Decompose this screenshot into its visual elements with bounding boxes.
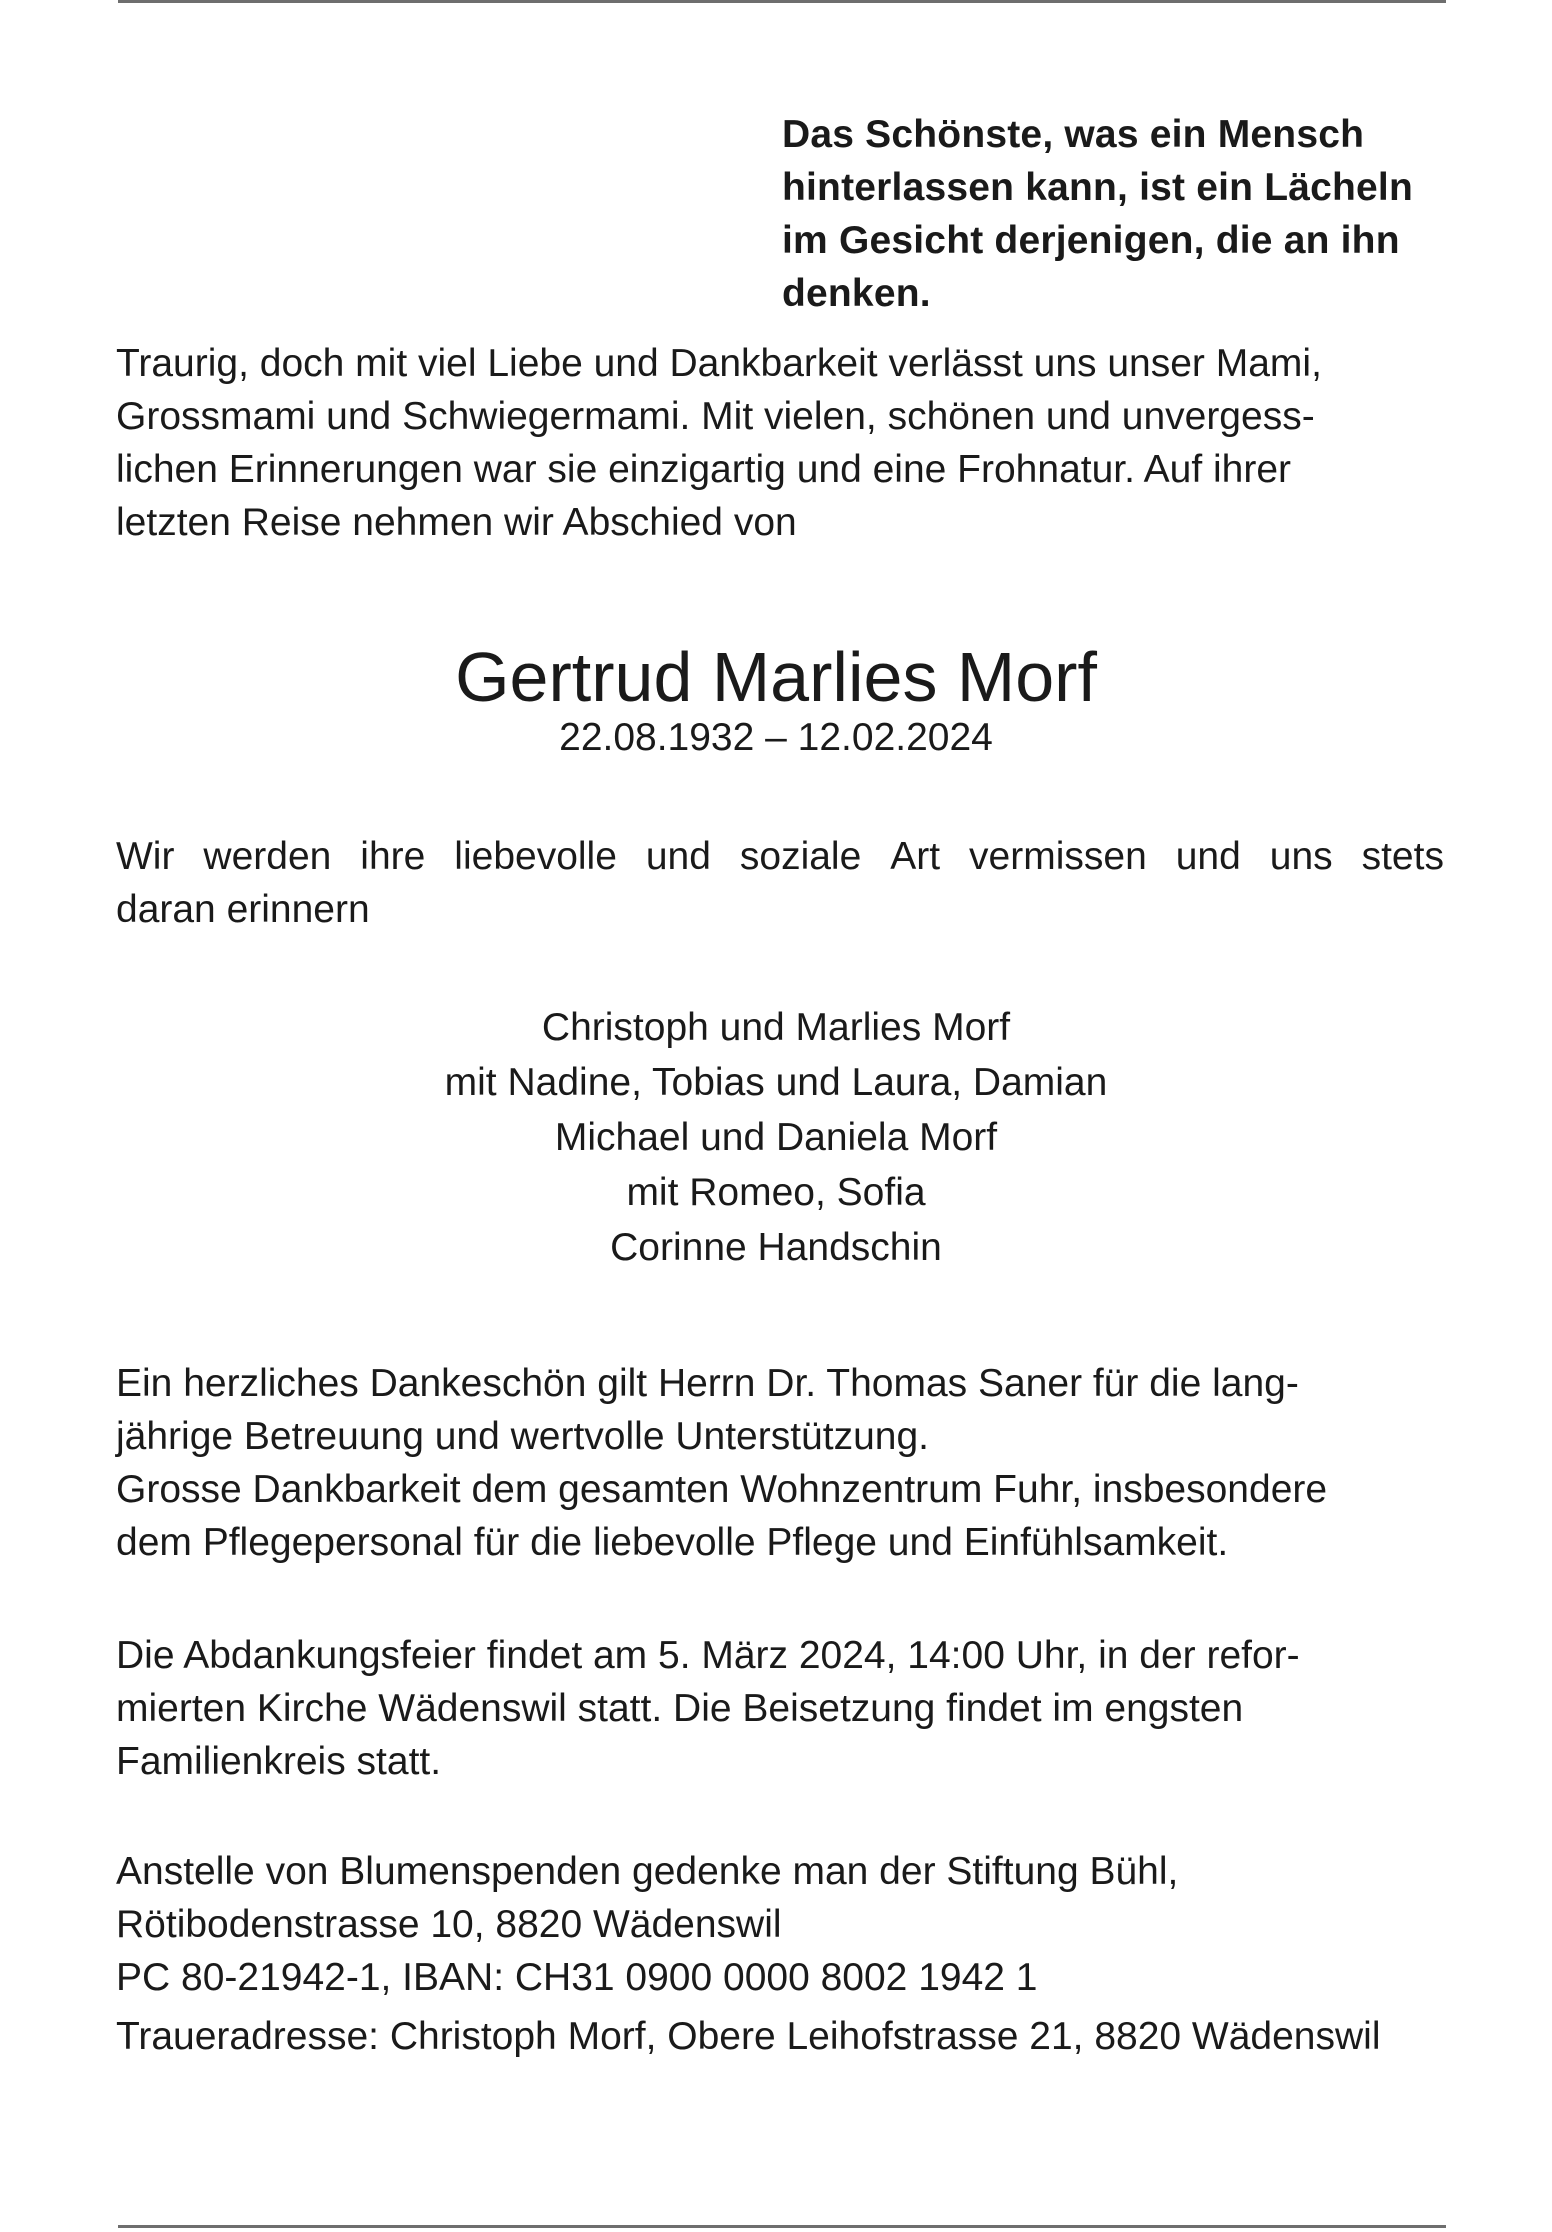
word: Art [890, 835, 941, 878]
top-divider [118, 0, 1446, 3]
remembrance-line: daran erinnern [116, 888, 370, 931]
service-line: mierten Kirche Wädenswil statt. Die Beisetzung findet im engsten [116, 1687, 1244, 1730]
word: uns [1269, 835, 1333, 878]
intro-line: Grossmami und Schwiegermami. Mit vielen, schönen und unvergess- [116, 395, 1315, 438]
deceased-name: Gertrud Marlies Morf [455, 638, 1097, 716]
word: stets [1361, 835, 1444, 878]
intro-paragraph [116, 337, 1322, 549]
mourning-address-line: Traueradresse: Christoph Morf, Obere Leihofstrasse 21, 8820 Wädenswil [116, 2015, 1381, 2058]
intro-line: letzten Reise nehmen wir Abschied von [116, 501, 797, 544]
bottom-divider [118, 2225, 1446, 2228]
thanks-line: jährige Betreuung und wertvolle Unterstützung. [116, 1415, 929, 1458]
word: liebevolle [454, 835, 617, 878]
service-line: Die Abdankungsfeier findet am 5. März 2024, 14:00 Uhr, in der refor- [116, 1634, 1300, 1677]
service-line: Familienkreis statt. [116, 1740, 442, 1783]
remembrance-line [116, 830, 1444, 883]
intro-line: Traurig, doch mit viel Liebe und Dankbarkeit verlässt uns unser Mami, [116, 342, 1322, 385]
quote-line: hinterlassen kann, ist ein Lächeln [782, 166, 1413, 209]
quote-line: denken. [782, 272, 931, 315]
family-line: mit Nadine, Tobias und Laura, Damian [444, 1061, 1108, 1104]
word: und [645, 835, 711, 878]
word: und [1175, 835, 1241, 878]
quote-line: im Gesicht derjenigen, die an ihn [782, 219, 1400, 262]
family-list [0, 1000, 1552, 1275]
donation-paragraph [116, 1845, 1178, 2004]
thanks-line: Ein herzliches Dankeschön gilt Herrn Dr. Thomas Saner für die lang- [116, 1362, 1299, 1405]
service-paragraph [116, 1629, 1300, 1788]
word: ihre [360, 835, 426, 878]
thanks-paragraph [116, 1357, 1327, 1569]
intro-line: lichen Erinnerungen war sie einzigartig und eine Frohnatur. Auf ihrer [116, 448, 1292, 491]
family-line: Michael und Daniela Morf [554, 1116, 998, 1159]
thanks-line: Grosse Dankbarkeit dem gesamten Wohnzentrum Fuhr, insbesondere [116, 1468, 1328, 1511]
word: Wir [116, 835, 175, 878]
remembrance-paragraph [116, 830, 1444, 936]
quote-line: Das Schönste, was ein Mensch [782, 113, 1365, 156]
family-line: Corinne Handschin [610, 1226, 942, 1269]
word: werden [203, 835, 332, 878]
family-line: Christoph und Marlies Morf [541, 1006, 1011, 1049]
donation-line: Rötibodenstrasse 10, 8820 Wädenswil [116, 1903, 782, 1946]
family-line: mit Romeo, Sofia [626, 1171, 926, 1214]
word: soziale [739, 835, 862, 878]
life-dates: 22.08.1932 – 12.02.2024 [559, 716, 993, 759]
mourning-address [116, 2010, 1381, 2063]
thanks-line: dem Pflegepersonal für die liebevolle Pflege und Einfühlsamkeit. [116, 1521, 1229, 1564]
donation-line: Anstelle von Blumenspenden gedenke man der Stiftung Bühl, [116, 1850, 1179, 1893]
word: vermissen [969, 835, 1147, 878]
donation-line: PC 80-21942-1, IBAN: CH31 0900 0000 8002 1942 1 [116, 1956, 1038, 1999]
memorial-quote [782, 108, 1482, 320]
